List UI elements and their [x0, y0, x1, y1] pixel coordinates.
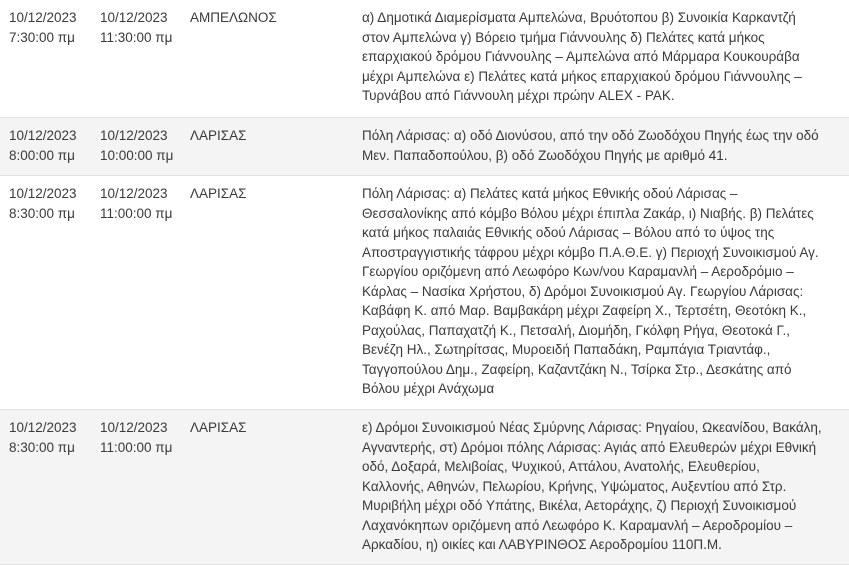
end-time: 11:00:00 πμ [100, 205, 173, 221]
description-line: Κάρλας – Νασίκα Χρήστου, δ) Δρόμοι Συνοικισμού Αγ. Γεωργίου Λάρισας: [362, 283, 804, 299]
description-line: Μεν. Παπαδοπούλου, β) οδό Ζωοδόχου Πηγής με αριθμό 41. [362, 147, 728, 163]
end-datetime [100, 126, 188, 165]
start-datetime [9, 184, 97, 223]
table-row [0, 410, 849, 565]
description-line: Αρκαδίου, η) οικίες και ΛΑΒΥΡΙΝΘΟΣ Αεροδρομίου 110Π.Μ. [362, 537, 722, 552]
end-date: 10/12/2023 [100, 128, 168, 143]
area-name: ΛΑΡΙΣΑΣ [190, 128, 247, 143]
description-line: Θεσσαλονίκης από κόμβο Βόλου μέχρι έπιπλα Ζακάρ, ι) Νιαβής. β) Πελάτες [362, 205, 814, 221]
description-line: κατά μήκος παλαιάς Εθνικής οδού Λάρισας – Βόλου από το ύψος της [362, 225, 775, 240]
start-time: 8:30:00 πμ [9, 205, 75, 221]
table-row [0, 0, 849, 118]
description-line: Βόλου μέχρι Ανάχωμα [362, 381, 495, 396]
description-line: στον Αμπελώνα γ) Βόρειο τμήμα Γιάννουλης δ) Πελάτες κατά μήκος [362, 29, 765, 45]
end-datetime [100, 418, 188, 457]
outage-description [362, 126, 844, 165]
area-name: ΛΑΡΙΣΑΣ [190, 186, 247, 201]
description-line: επαρχιακού δρόμου Γιάννουλης – Αμπελώνα από Μάρμαρα Κουκουράβα [362, 49, 800, 64]
table-row [0, 118, 849, 176]
outage-description [362, 418, 844, 555]
start-datetime [9, 8, 97, 47]
outage-description [362, 184, 844, 399]
table-row [0, 176, 849, 410]
end-date: 10/12/2023 [100, 420, 168, 435]
description-line: Ραχούλας, Παπαχατζή Κ., Πετσαλή, Διομήδη, Γκόλφη Ρήγα, Θεοτοκά Γ., [362, 322, 790, 338]
end-date: 10/12/2023 [100, 10, 168, 25]
start-time: 8:00:00 πμ [9, 147, 75, 163]
description-line: μέχρι Αμπελώνα ε) Πελάτες κατά μήκος επαρχιακού δρόμου Γιάννουλης – [362, 68, 802, 84]
end-datetime [100, 184, 188, 223]
start-time: 7:30:00 πμ [9, 29, 75, 45]
start-time: 8:30:00 πμ [9, 439, 75, 455]
start-date: 10/12/2023 [9, 128, 77, 143]
description-line: Καβάφη Κ. από Μαρ. Βαμβακάρη μέχρι Ζαφείρη Χ., Τερτσέτη, Θεοτόκη Κ., [362, 303, 807, 318]
end-date: 10/12/2023 [100, 186, 168, 201]
end-time: 11:00:00 πμ [100, 439, 173, 455]
description-line: Βενέζη Ηλ., Σωτηρίτσας, Μυροειδή Παπαδάκη, Ραμπάγια Τριαντάφ., [362, 342, 771, 357]
start-date: 10/12/2023 [9, 186, 77, 201]
area-name: ΛΑΡΙΣΑΣ [190, 420, 247, 435]
area-name: ΑΜΠΕΛΩΝΟΣ [190, 10, 277, 25]
description-line: Λαχανόκηπων οριζόμενη από Λεωφόρο Κ. Καραμανλή – Αεροδρομίου – [362, 517, 793, 533]
description-line: Γεωργίου οριζόμενη από Λεωφόρο Κων/νου Καραμανλή – Αεροδρόμιο – [362, 264, 794, 279]
description-line: Πόλη Λάρισας: α) οδό Διονύσου, από την οδό Ζωοδόχου Πηγής έως την οδό [362, 128, 819, 143]
description-line: α) Δημοτικά Διαμερίσματα Αμπελώνα, Βρυότοπου β) Συνοικία Καρκαντζή [362, 10, 796, 25]
description-line: Καλλονής, Αθηνών, Πελωρίου, Κρήνης, Υψώματος, Αυξεντίου από Στρ. [362, 478, 787, 494]
end-time: 10:00:00 πμ [100, 147, 174, 163]
start-datetime [9, 126, 97, 165]
description-line: Αποστραγγιστικής τάφρου μέχρι κόμβο Π.Α.Θ.Ε. γ) Περιοχή Συνοικισμού Αγ. [362, 244, 819, 260]
start-datetime [9, 418, 97, 457]
description-line: Ταγγοπούλου Δημ., Ζαφείρη, Καζαντζάκη Ν., Τσίρκα Στρ., Δεσκάτης από [362, 361, 792, 377]
description-line: Μυριβήλη μέχρι οδό Υπάτης, Βικέλα, Αετοράχης, ζ) Περιοχή Συνοικισμού [362, 498, 797, 513]
start-date: 10/12/2023 [9, 10, 77, 25]
end-datetime [100, 8, 188, 47]
outage-description [362, 8, 844, 106]
end-time: 11:30:00 πμ [100, 29, 173, 45]
description-line: Πόλη Λάρισας: α) Πελάτες κατά μήκος Εθνικής οδού Λάρισας – [362, 186, 738, 201]
start-date: 10/12/2023 [9, 420, 77, 435]
description-line: Τυρνάβου από Γιάννουλη μέχρι πρώην ALEX - PAK. [362, 88, 675, 103]
description-line: ε) Δρόμοι Συνοικισμού Νέας Σμύρνης Λάρισας: Ρηγαίου, Ωκεανίδου, Βακάλη, [362, 420, 822, 435]
description-line: οδό, Δοξαρά, Μελιβοίας, Ψυχικού, Αττάλου, Ανατολής, Ελευθερίου, [362, 459, 760, 474]
description-line: Αγναντερής, στ) Δρόμοι πόλης Λάρισας: Αγιάς από Ελευθερών μέχρι Εθνική [362, 439, 817, 455]
